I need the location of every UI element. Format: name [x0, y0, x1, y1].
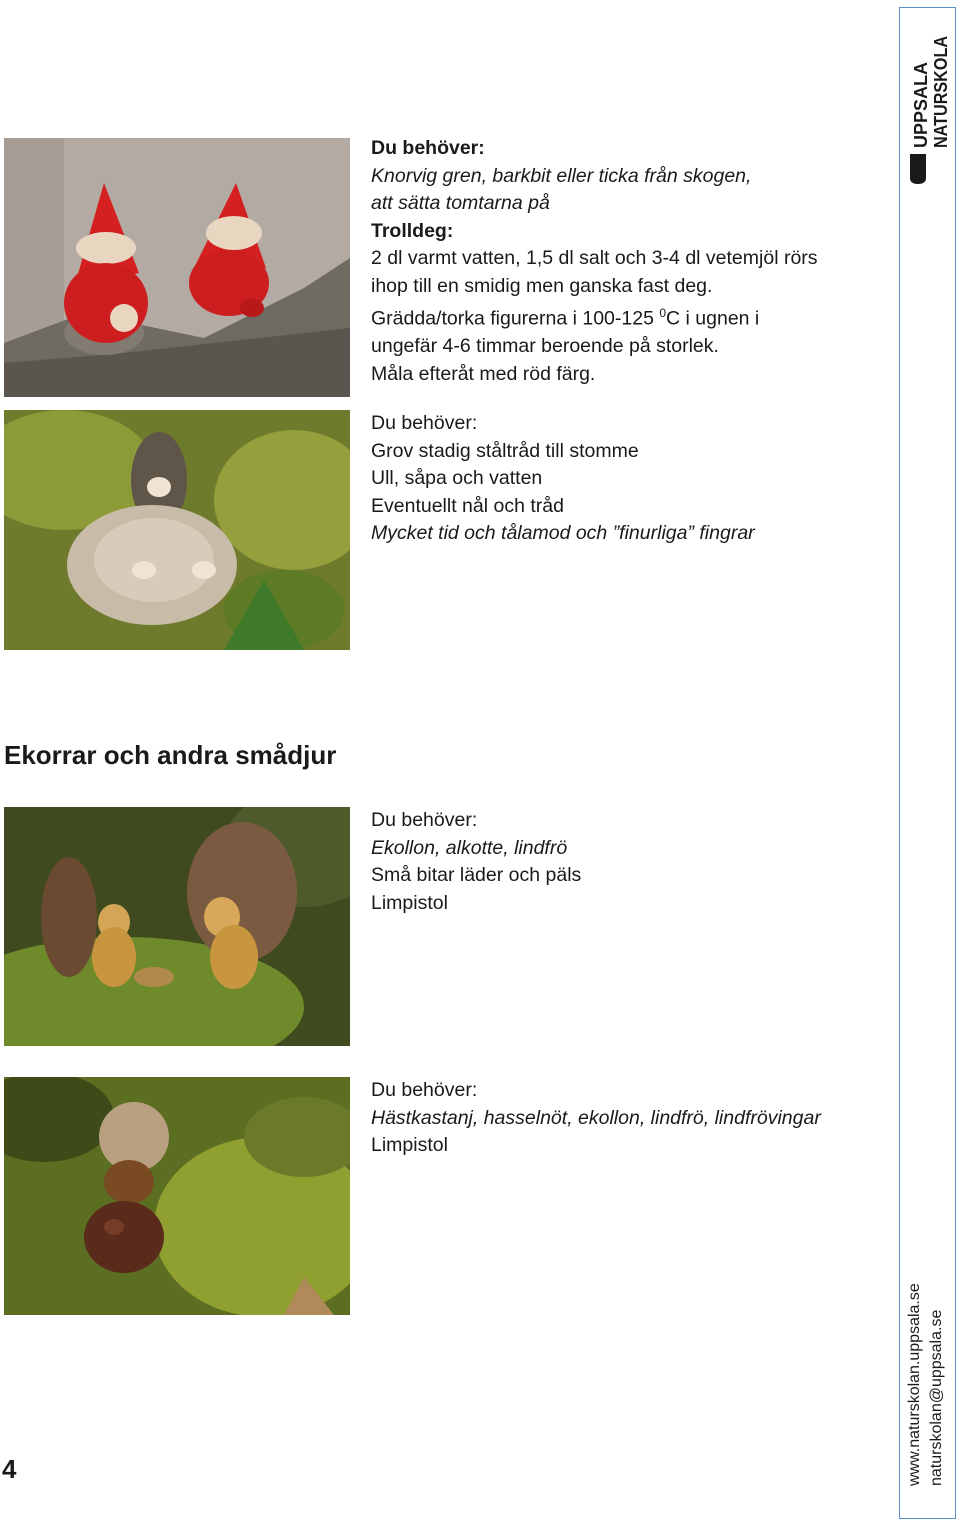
squirrels-materials — [371, 807, 871, 917]
material-line: Du behöver: — [371, 137, 485, 159]
material-line: Du behöver: — [371, 412, 478, 434]
temperature-line: Grädda/torka figurerna i 100-125 $^0$C i ugnen i — [371, 306, 760, 330]
material-line: att sätta tomtarna på — [371, 192, 550, 214]
page-number: 4 — [2, 1454, 17, 1484]
chestnut-figure-photo — [4, 1077, 350, 1315]
red-salt-dough-gnomes-photo — [4, 138, 350, 397]
section-heading: Ekorrar och andra smådjur — [4, 740, 337, 770]
material-line: Du behöver: — [371, 1079, 478, 1101]
shield-icon — [910, 154, 926, 184]
chestnut-materials — [371, 1077, 871, 1160]
material-line: Små bitar läder och päls — [371, 864, 582, 886]
material-line: ungefär 4-6 timmar beroende på storlek. — [371, 335, 719, 357]
troll-materials — [371, 410, 871, 548]
material-line: Du behöver: — [371, 809, 478, 831]
material-line: Eventuellt nål och tråd — [371, 494, 564, 517]
svg-text:UPPSALA: UPPSALA — [911, 61, 931, 148]
acorn-squirrels-photo — [4, 807, 350, 1046]
material-line: Ull, såpa och vatten — [371, 467, 543, 489]
material-line: Limpistol — [371, 891, 448, 914]
material-line: Limpistol — [371, 1134, 448, 1156]
material-line: Ekollon, alkotte, lindfrö — [371, 836, 568, 859]
material-line: Hästkastanj, hasselnöt, ekollon, lindfrö, lindfrövingar — [371, 1106, 821, 1129]
material-line: Grov stadig ståltråd till stomme — [371, 439, 639, 462]
svg-text:NATURSKOLA: NATURSKOLA — [931, 30, 950, 148]
gnomes-materials — [371, 135, 871, 388]
wool-troll-figure-photo — [4, 410, 350, 650]
website-link[interactable]: www.naturskolan.uppsala.se — [906, 1283, 923, 1486]
uppsala-naturskola-logo — [906, 30, 950, 185]
material-line: Trolldeg: — [371, 219, 454, 242]
email-link[interactable]: naturskolan@uppsala.se — [928, 1309, 945, 1486]
material-line: ihop till en smidig men ganska fast deg. — [371, 274, 713, 297]
material-line: Måla efteråt med röd färg. — [371, 362, 596, 385]
material-line: Knorvig gren, barkbit eller ticka från skogen, — [371, 164, 752, 187]
material-line: 2 dl varmt vatten, 1,5 dl salt och 3-4 dl vetemjöl rörs — [371, 247, 818, 269]
material-line: Mycket tid och tålamod och ”finurliga” fingrar — [371, 522, 755, 544]
